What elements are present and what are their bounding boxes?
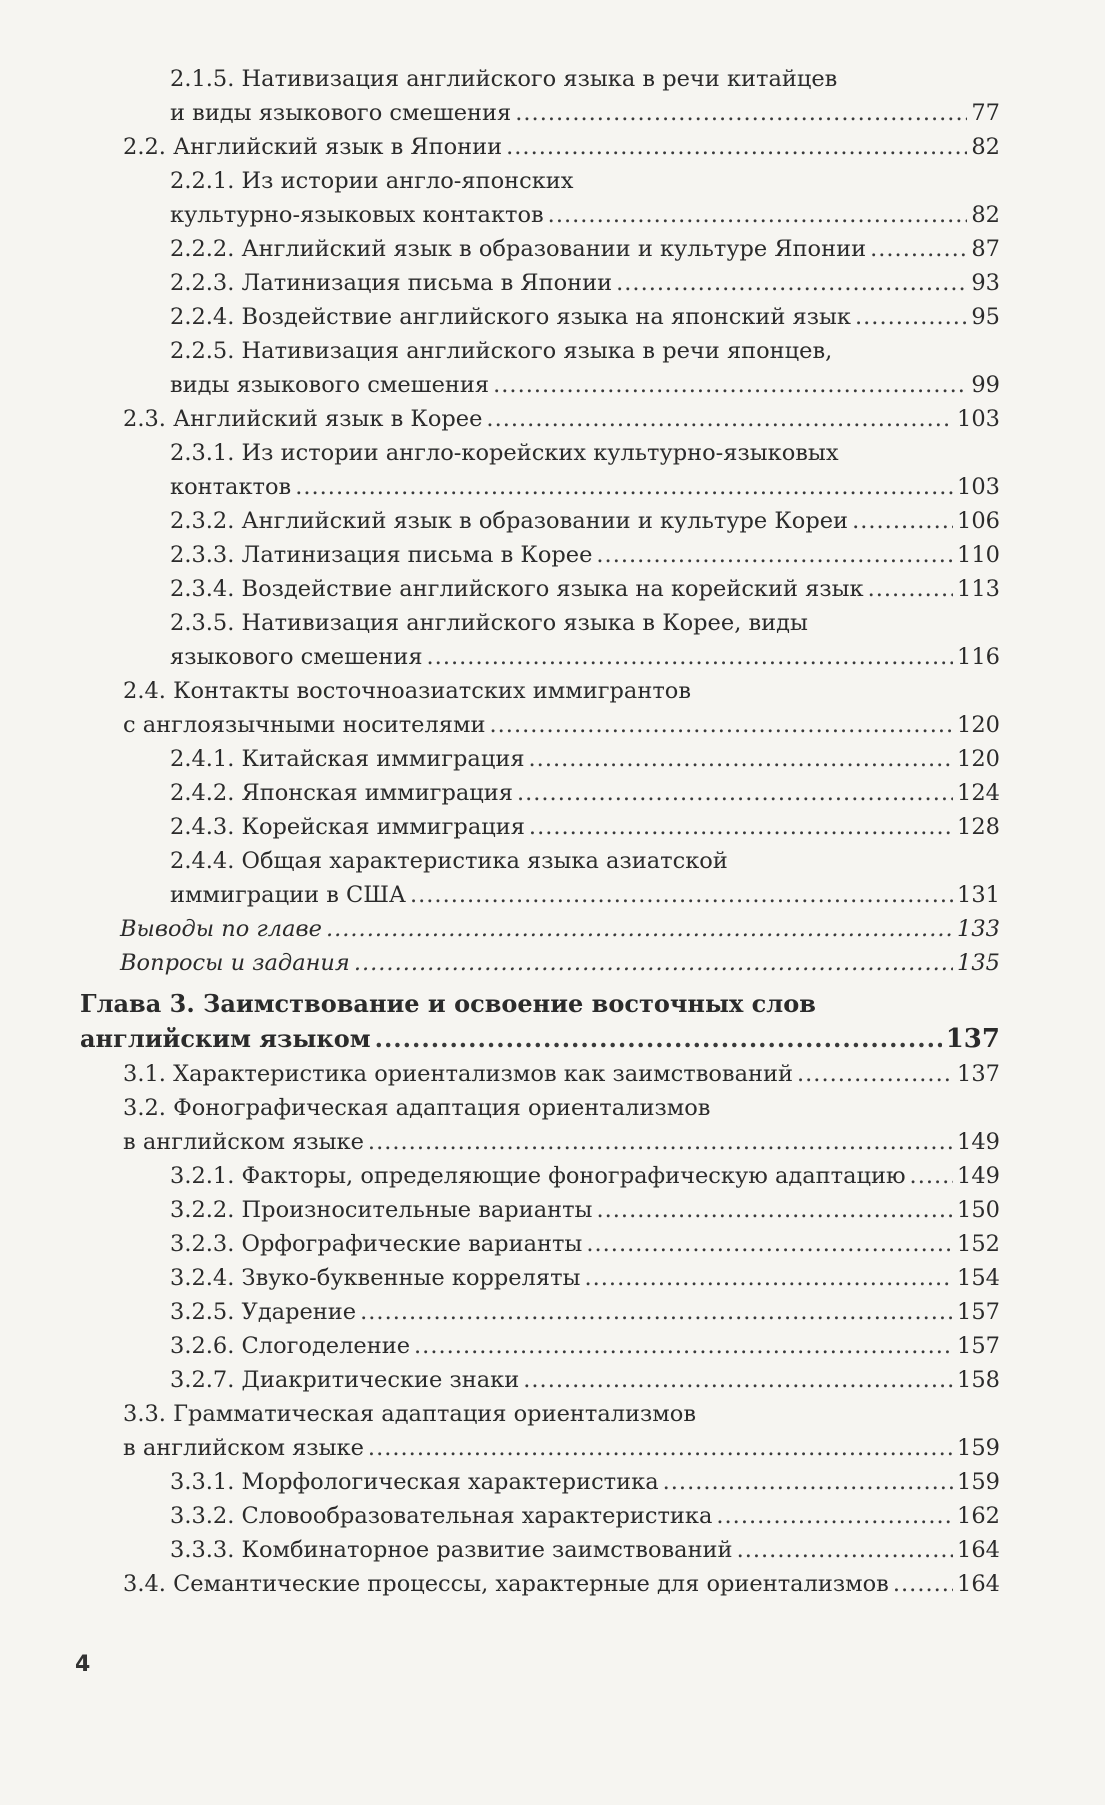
toc-entry-title-line: 2.3.4. Воздействие английского языка на корейский язык	[170, 576, 864, 602]
toc-entry-title-line: 3.2.6. Слогоделение	[170, 1333, 411, 1359]
toc-entry-title-line: 2.4.4. Общая характеристика языка азиатской	[170, 848, 728, 874]
toc-entry	[170, 1159, 1000, 1193]
dot-leader	[295, 470, 953, 504]
dot-leader	[375, 1021, 942, 1056]
toc-page-number: 95	[971, 304, 1000, 330]
toc-entry-title-line: 3.3.1. Морфологическая характеристика	[170, 1469, 659, 1495]
toc-entry-title-line: 3.2.2. Произносительные варианты	[170, 1197, 593, 1223]
toc-page-number: 77	[971, 100, 1000, 126]
toc-page-number: 128	[957, 814, 1000, 840]
toc-page-number: 103	[957, 406, 1000, 432]
toc-entry-title-line: 3.3.3. Комбинаторное развитие заимствований	[170, 1537, 733, 1563]
toc-page-number: 82	[971, 134, 1000, 160]
dot-leader	[523, 1363, 953, 1397]
toc-chapter-entry	[80, 986, 1000, 1057]
toc-entry	[170, 1227, 1000, 1261]
table-of-contents	[0, 62, 1105, 1601]
toc-entry	[123, 130, 1000, 164]
toc-entry-title-line: 3.3. Грамматическая адаптация ориентализмов	[123, 1401, 697, 1427]
toc-entry	[170, 538, 1000, 572]
toc-entry-title-line: 3.3.2. Словообразовательная характеристика	[170, 1503, 713, 1529]
toc-entry-title-line: 3.2.4. Звуко-буквенные корреляты	[170, 1265, 581, 1291]
toc-page-number: 135	[957, 950, 1000, 976]
toc-entry	[170, 1465, 1000, 1499]
dot-leader	[548, 198, 968, 232]
toc-page-number: 149	[957, 1163, 1000, 1189]
dot-leader	[529, 742, 954, 776]
toc-entry-title-line: 2.3.1. Из истории англо-корейских культурно-языковых	[170, 440, 839, 466]
dot-leader	[493, 368, 967, 402]
toc-entry	[170, 742, 1000, 776]
toc-page-number: 137	[957, 1061, 1000, 1087]
toc-entry	[170, 62, 1000, 130]
dot-leader	[716, 1499, 953, 1533]
dot-leader	[663, 1465, 953, 1499]
toc-entry-title-line: 3.2.3. Орфографические варианты	[170, 1231, 583, 1257]
dot-leader	[427, 640, 954, 674]
toc-page-number: 162	[957, 1503, 1000, 1529]
toc-entry	[123, 402, 1000, 436]
toc-entry	[170, 606, 1000, 674]
toc-entry	[170, 232, 1000, 266]
toc-page-number: 164	[957, 1537, 1000, 1563]
toc-entry	[170, 334, 1000, 402]
toc-entry	[170, 1499, 1000, 1533]
toc-page-number: 110	[957, 542, 1000, 568]
toc-entry	[170, 436, 1000, 504]
toc-page-number: 149	[957, 1129, 1000, 1155]
toc-entry-title-line: 2.4. Контакты восточноазиатских иммигрантов	[123, 678, 692, 704]
dot-leader	[506, 130, 967, 164]
toc-entry-title-line: 2.1.5. Нативизация английского языка в речи китайцев	[170, 66, 838, 92]
toc-entry-title-line: английским языком	[80, 1024, 371, 1053]
toc-entry-title-line: 3.1. Характеристика ориентализмов как заимствований	[123, 1061, 793, 1087]
toc-page-number: 106	[957, 508, 1000, 534]
toc-page-number: 120	[957, 746, 1000, 772]
toc-entry-title-line: 2.4.2. Японская иммиграция	[170, 780, 513, 806]
toc-entry	[170, 844, 1000, 912]
dot-leader	[515, 96, 967, 130]
toc-entry-title-line: Глава 3. Заимствование и освоение восточных слов	[80, 989, 816, 1018]
toc-entry-title-line: 2.2.5. Нативизация английского языка в речи японцев,	[170, 338, 833, 364]
dot-leader	[910, 1159, 954, 1193]
toc-entry	[120, 912, 1000, 946]
dot-leader	[584, 1261, 953, 1295]
dot-leader	[486, 402, 953, 436]
toc-page-number: 87	[971, 236, 1000, 262]
toc-entry	[170, 266, 1000, 300]
dot-leader	[489, 708, 953, 742]
dot-leader	[354, 946, 953, 980]
toc-entry	[170, 572, 1000, 606]
dot-leader	[855, 300, 967, 334]
toc-page-number: 131	[957, 882, 1000, 908]
toc-entry	[120, 946, 1000, 980]
dot-leader	[596, 538, 953, 572]
dot-leader	[797, 1057, 953, 1091]
toc-entry-title-line: 2.2.1. Из истории англо-японских	[170, 168, 574, 194]
toc-entry-title-line: виды языкового смешения	[170, 372, 490, 398]
toc-entry-title-line: культурно-языковых контактов	[170, 202, 544, 228]
dot-leader	[529, 810, 953, 844]
toc-entry-title-line: 3.2.7. Диакритические знаки	[170, 1367, 520, 1393]
dot-leader	[414, 1329, 953, 1363]
toc-entry-title-line: с англоязычными носителями	[123, 712, 486, 738]
toc-entry-title-line: 2.4.1. Китайская иммиграция	[170, 746, 525, 772]
toc-entry-title-line: 2.2.3. Латинизация письма в Японии	[170, 270, 613, 296]
dot-leader	[360, 1295, 953, 1329]
toc-entry-title-line: 2.3.5. Нативизация английского языка в Корее, виды	[170, 610, 808, 636]
dot-leader	[586, 1227, 953, 1261]
toc-entry-title-line: 2.3. Английский язык в Корее	[123, 406, 483, 432]
toc-entry-title-line: 2.2.4. Воздействие английского языка на японский язык	[170, 304, 851, 330]
dot-leader	[852, 504, 953, 538]
dot-leader	[868, 572, 953, 606]
toc-entry-title-line: 3.2.1. Факторы, определяющие фонографическую адаптацию	[170, 1163, 906, 1189]
toc-page-number: 152	[957, 1231, 1000, 1257]
toc-entry-title-line: 2.3.3. Латинизация письма в Корее	[170, 542, 593, 568]
dot-leader	[870, 232, 967, 266]
toc-page-number: 124	[957, 780, 1000, 806]
toc-entry-title-line: в английском языке	[123, 1435, 364, 1461]
page-number: 4	[75, 1652, 91, 1677]
toc-entry	[123, 674, 1000, 742]
toc-entry	[170, 1261, 1000, 1295]
toc-entry-title-line: 2.4.3. Корейская иммиграция	[170, 814, 525, 840]
toc-page-number: 137	[945, 1024, 1000, 1054]
toc-entry-title-line: 2.2. Английский язык в Японии	[123, 134, 503, 160]
dot-leader	[616, 266, 967, 300]
toc-entry	[123, 1091, 1000, 1159]
toc-page-number: 113	[957, 576, 1000, 602]
toc-page-number: 133	[957, 916, 1000, 942]
dot-leader	[368, 1431, 953, 1465]
toc-entry-title-line: в английском языке	[123, 1129, 364, 1155]
toc-entry	[170, 164, 1000, 232]
toc-entry-title-line: 2.3.2. Английский язык в образовании и культуре Кореи	[170, 508, 849, 534]
toc-entry-title-line: и виды языкового смешения	[170, 100, 512, 126]
toc-entry-title-line: языкового смешения	[170, 644, 423, 670]
dot-leader	[326, 912, 953, 946]
toc-entry	[170, 1329, 1000, 1363]
toc-page-number: 103	[957, 474, 1000, 500]
toc-entry-title-line: 2.2.2. Английский язык в образовании и культуре Японии	[170, 236, 867, 262]
toc-entry	[123, 1567, 1000, 1601]
dot-leader	[517, 776, 953, 810]
toc-entry-title-line: Выводы по главе	[120, 916, 322, 942]
toc-page-number: 158	[957, 1367, 1000, 1393]
toc-entry	[123, 1397, 1000, 1465]
toc-entry	[170, 1193, 1000, 1227]
toc-page-number: 120	[957, 712, 1000, 738]
toc-entry	[170, 776, 1000, 810]
toc-entry-title-line: Вопросы и задания	[120, 950, 350, 976]
toc-page-number: 150	[957, 1197, 1000, 1223]
toc-entry-title-line: контактов	[170, 474, 292, 500]
toc-page-number: 159	[957, 1435, 1000, 1461]
toc-entry	[123, 1057, 1000, 1091]
toc-entry-title-line: 3.2.5. Ударение	[170, 1299, 357, 1325]
toc-entry	[170, 810, 1000, 844]
toc-page-number: 116	[957, 644, 1000, 670]
toc-entry-title-line: 3.4. Семантические процессы, характерные для ориентализмов	[123, 1571, 889, 1597]
toc-page-number: 99	[971, 372, 1000, 398]
toc-page-number: 157	[957, 1333, 1000, 1359]
toc-page-number: 164	[957, 1571, 1000, 1597]
toc-page-number: 93	[971, 270, 1000, 296]
toc-page-number: 154	[957, 1265, 1000, 1291]
dot-leader	[410, 878, 953, 912]
dot-leader	[893, 1567, 953, 1601]
toc-entry-title-line: 3.2. Фонографическая адаптация ориентализмов	[123, 1095, 711, 1121]
toc-entry-title-line: иммиграции в США	[170, 882, 406, 908]
toc-page-number: 159	[957, 1469, 1000, 1495]
dot-leader	[596, 1193, 953, 1227]
dot-leader	[737, 1533, 953, 1567]
toc-entry	[170, 1533, 1000, 1567]
toc-page-number: 82	[971, 202, 1000, 228]
toc-entry	[170, 1363, 1000, 1397]
dot-leader	[368, 1125, 953, 1159]
toc-entry	[170, 504, 1000, 538]
toc-entry	[170, 300, 1000, 334]
toc-page-number: 157	[957, 1299, 1000, 1325]
toc-entry	[170, 1295, 1000, 1329]
